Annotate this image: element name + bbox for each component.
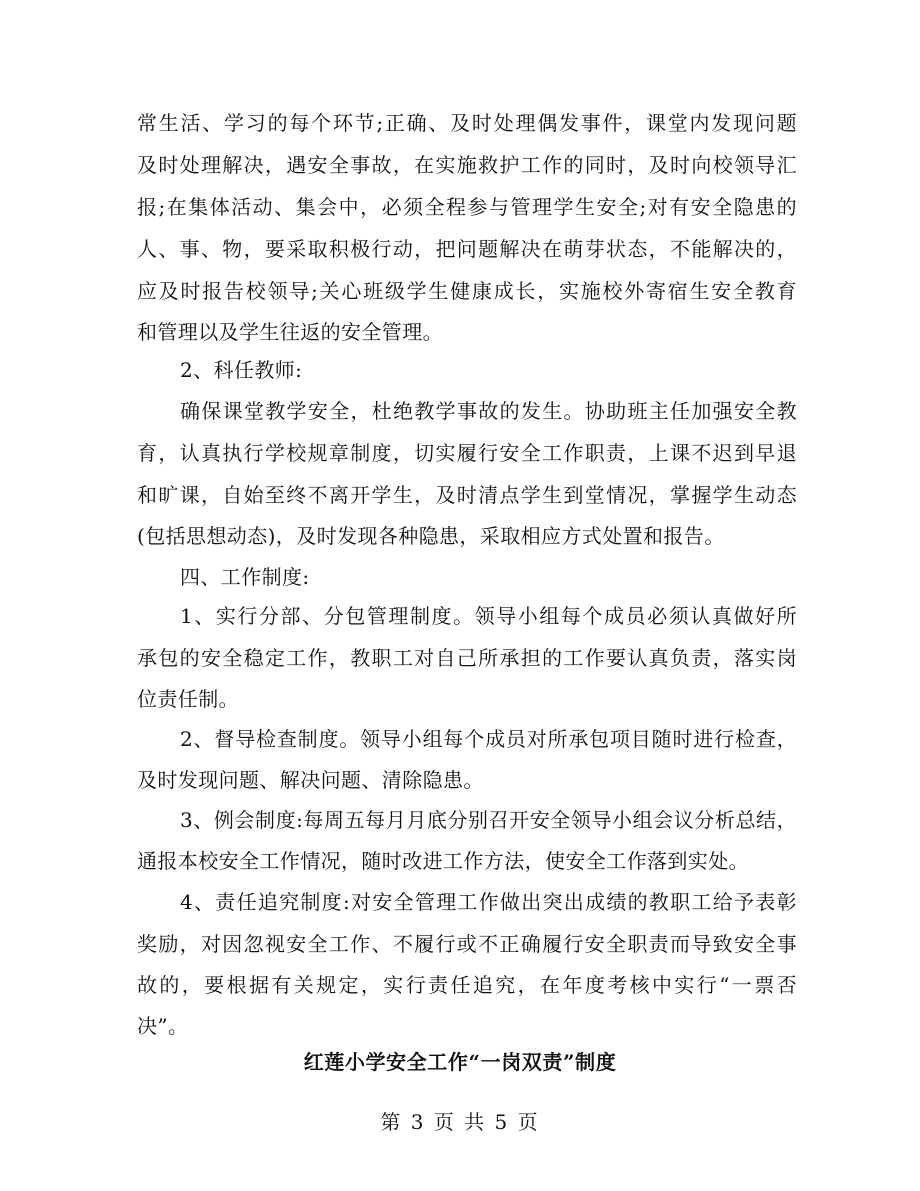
paragraph-line: 2、督导检查制度。领导小组每个成员对所承包项目随时进行检查， xyxy=(180,727,797,751)
paragraph-line: 及时处理解决，遇安全事故，在实施救护工作的同时，及时向校领导汇 xyxy=(137,153,797,177)
section-heading: 2、科任教师: xyxy=(180,358,303,382)
paragraph-line: 人、事、物，要采取积极行动，把问题解决在萌芽状态，不能解决的， xyxy=(137,237,797,261)
paragraph-line: 承包的安全稳定工作，教职工对自己所承担的工作要认真负责，落实岗 xyxy=(137,646,797,670)
paragraph-line: 3、例会制度:每周五每月月底分别召开安全领导小组会议分析总结， xyxy=(180,808,797,832)
section-title: 红莲小学安全工作“一岗双责”制度 xyxy=(303,1050,617,1074)
paragraph-line: 常生活、学习的每个环节;正确、及时处理偶发事件，课堂内发现问题 xyxy=(137,111,797,135)
section-heading: 四、工作制度: xyxy=(180,565,310,589)
page-number-footer: 第 3 页 共 5 页 xyxy=(380,1110,540,1134)
paragraph-line: 报;在集体活动、集会中，必须全程参与管理学生安全;对有安全隐患的 xyxy=(137,195,797,219)
paragraph-line: 故的，要根据有关规定，实行责任追究，在年度考核中实行“一票否 xyxy=(137,973,797,997)
paragraph-line: 位责任制。 xyxy=(137,687,239,711)
paragraph-line: 育，认真执行学校规章制度，切实履行安全工作职责，上课不迟到早退 xyxy=(137,441,797,465)
paragraph-line: 通报本校安全工作情况，随时改进工作方法，使安全工作落到实处。 xyxy=(137,849,749,873)
paragraph-line: 1、实行分部、分包管理制度。领导小组每个成员必须认真做好所 xyxy=(180,604,797,628)
paragraph-line: 和管理以及学生往返的安全管理。 xyxy=(137,320,443,344)
paragraph-line: 应及时报告校领导;关心班级学生健康成长，实施校外寄宿生安全教育 xyxy=(137,279,797,303)
paragraph-line: (包括思想动态)，及时发现各种隐患，采取相应方式处置和报告。 xyxy=(137,524,725,548)
paragraph-line: 和旷课，自始至终不离开学生，及时清点学生到堂情况，掌握学生动态 xyxy=(137,483,797,507)
paragraph-line: 4、责任追究制度:对安全管理工作做出突出成绩的教职工给予表彰 xyxy=(180,890,797,914)
paragraph-line: 确保课堂教学安全，杜绝教学事故的发生。协助班主任加强安全教 xyxy=(180,399,797,423)
paragraph-line: 奖励，对因忽视安全工作、不履行或不正确履行安全职责而导致安全事 xyxy=(137,932,797,956)
paragraph-line: 及时发现问题、解决问题、清除隐患。 xyxy=(137,768,484,792)
paragraph-line: 决”。 xyxy=(137,1014,189,1038)
